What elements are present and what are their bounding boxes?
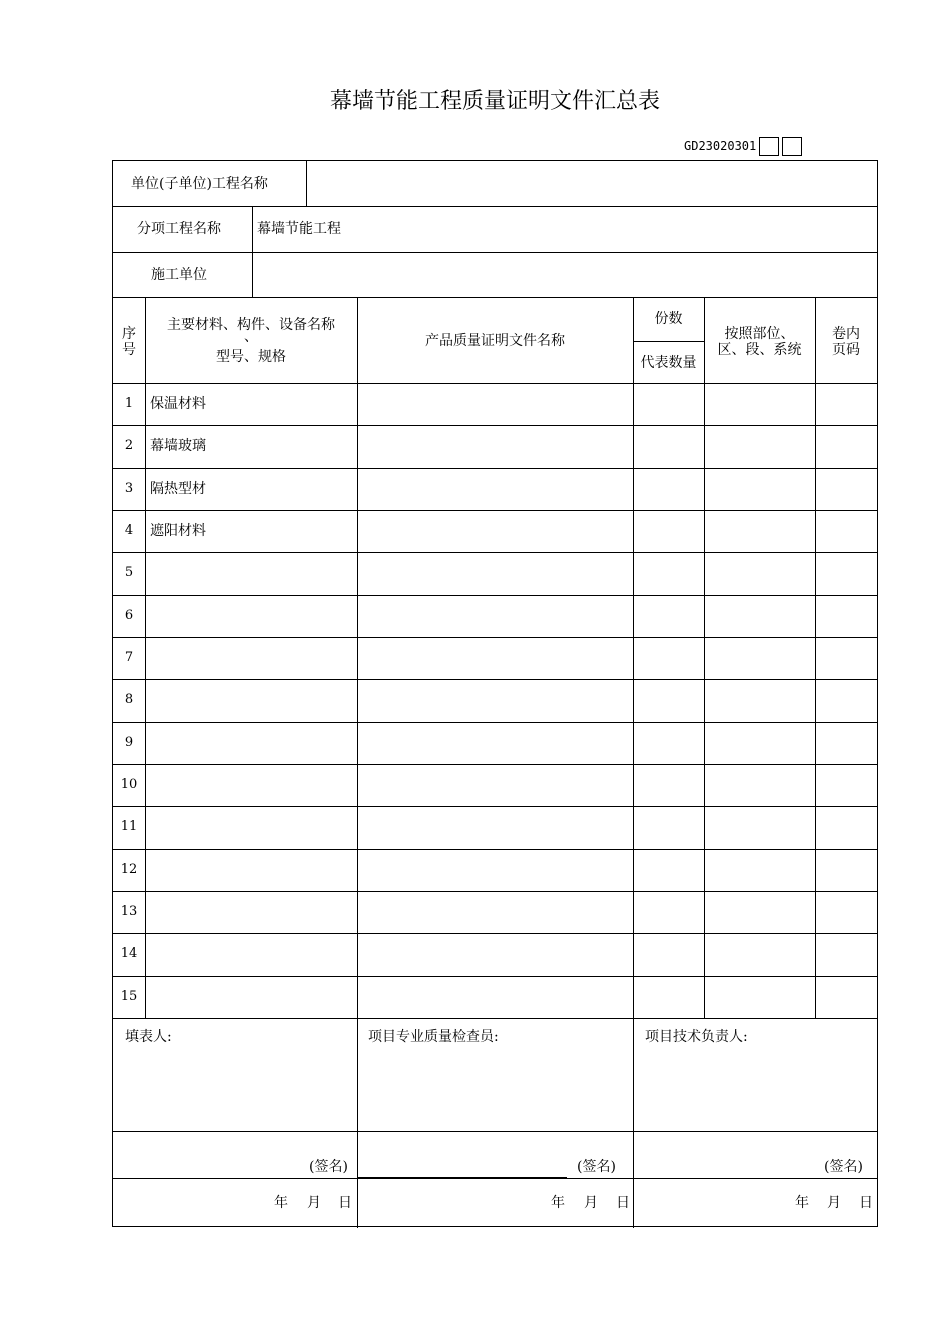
row-material[interactable]: 隔热型材: [150, 480, 206, 497]
row-rule: [113, 722, 877, 723]
row-rule: [113, 468, 877, 469]
construction-unit-label: 施工单位: [151, 267, 207, 283]
row-number: 10: [120, 776, 138, 792]
col-copies: 份数: [654, 311, 683, 327]
inspector-year: 年: [551, 1195, 565, 1211]
col-location-line1: 按照部位、: [724, 326, 795, 342]
row-rule: [113, 510, 877, 511]
col-quantity: 代表数量: [640, 355, 697, 371]
col-material-line3: 型号、规格: [216, 349, 286, 365]
row-rule: [113, 891, 877, 892]
form-code-text: GD23020301: [684, 139, 757, 153]
row-material[interactable]: 保温材料: [150, 396, 206, 412]
row-number: 3: [124, 480, 134, 496]
filler-year: 年: [274, 1195, 288, 1211]
row-rule: [113, 637, 877, 638]
rule: [113, 383, 877, 384]
rule: [113, 1131, 877, 1132]
inspector-month: 月: [584, 1195, 598, 1211]
inspector-label: 项目专业质量检查员:: [368, 1029, 499, 1045]
row-rule: [113, 933, 877, 934]
form-code-box-2[interactable]: [782, 137, 802, 156]
row-rule: [113, 595, 877, 596]
row-material[interactable]: 幕墙玻璃: [150, 438, 206, 455]
row-number: 12: [120, 861, 138, 877]
row-number: 6: [124, 607, 134, 623]
rule: [704, 297, 705, 1018]
col-seq-line2: 号: [122, 342, 136, 358]
sub-project-value[interactable]: 幕墙节能工程: [257, 221, 341, 237]
row-number: 13: [120, 903, 138, 919]
rule: [357, 297, 358, 1228]
page-title: 幕墙节能工程质量证明文件汇总表: [329, 89, 660, 114]
filler-label: 填表人:: [125, 1029, 172, 1045]
col-material-line1: 主要材料、构件、设备名称: [167, 317, 335, 333]
row-number: 8: [124, 692, 134, 708]
tech-lead-label: 项目技术负责人:: [645, 1029, 748, 1045]
rule: [633, 297, 634, 1228]
rule: [252, 206, 253, 297]
row-rule: [113, 764, 877, 765]
filler-month: 月: [307, 1195, 321, 1211]
row-number: 11: [120, 819, 138, 835]
rule: [113, 297, 877, 298]
row-number: 9: [124, 734, 134, 750]
tech-lead-month: 月: [827, 1195, 841, 1211]
form-code-box-1[interactable]: [759, 137, 779, 156]
form-table: [112, 160, 878, 1227]
col-document: 产品质量证明文件名称: [425, 333, 565, 349]
rule: [633, 341, 704, 342]
tech-lead-sign[interactable]: (签名): [824, 1159, 863, 1175]
row-material[interactable]: 遮阳材料: [150, 522, 206, 539]
row-number: 1: [124, 396, 134, 411]
row-rule: [113, 425, 877, 426]
row-rule: [113, 552, 877, 553]
row-number: 5: [124, 565, 134, 581]
filler-day: 日: [338, 1195, 352, 1211]
row-rule: [113, 976, 877, 977]
col-material-line2: 、: [244, 329, 258, 345]
filler-sign[interactable]: (签名): [309, 1159, 348, 1175]
row-number: 4: [124, 522, 134, 538]
row-number: 15: [120, 988, 138, 1004]
col-page-line2: 页码: [832, 342, 860, 358]
inspector-day: 日: [616, 1195, 630, 1211]
col-location-line2: 区、段、系统: [717, 342, 802, 358]
row-number: 14: [120, 946, 138, 962]
rule: [145, 297, 146, 1018]
rule: [113, 1178, 877, 1179]
inspector-sign[interactable]: (签名): [577, 1159, 616, 1175]
row-rule: [113, 806, 877, 807]
row-rule: [113, 679, 877, 680]
row-rule: [113, 849, 877, 850]
tech-lead-year: 年: [795, 1195, 809, 1211]
tech-lead-day: 日: [859, 1195, 873, 1211]
col-page-line1: 卷内: [832, 326, 860, 342]
form-code: [684, 136, 802, 156]
sub-project-label: 分项工程名称: [137, 221, 221, 237]
rule: [113, 1018, 877, 1019]
row-number: 2: [124, 438, 134, 454]
rule: [306, 161, 307, 206]
rule: [815, 297, 816, 1018]
rule: [113, 206, 877, 207]
rule: [113, 252, 877, 253]
col-seq-line1: 序: [122, 326, 136, 342]
unit-project-label: 单位(子单位)工程名称: [131, 176, 268, 192]
row-number: 7: [124, 649, 134, 665]
